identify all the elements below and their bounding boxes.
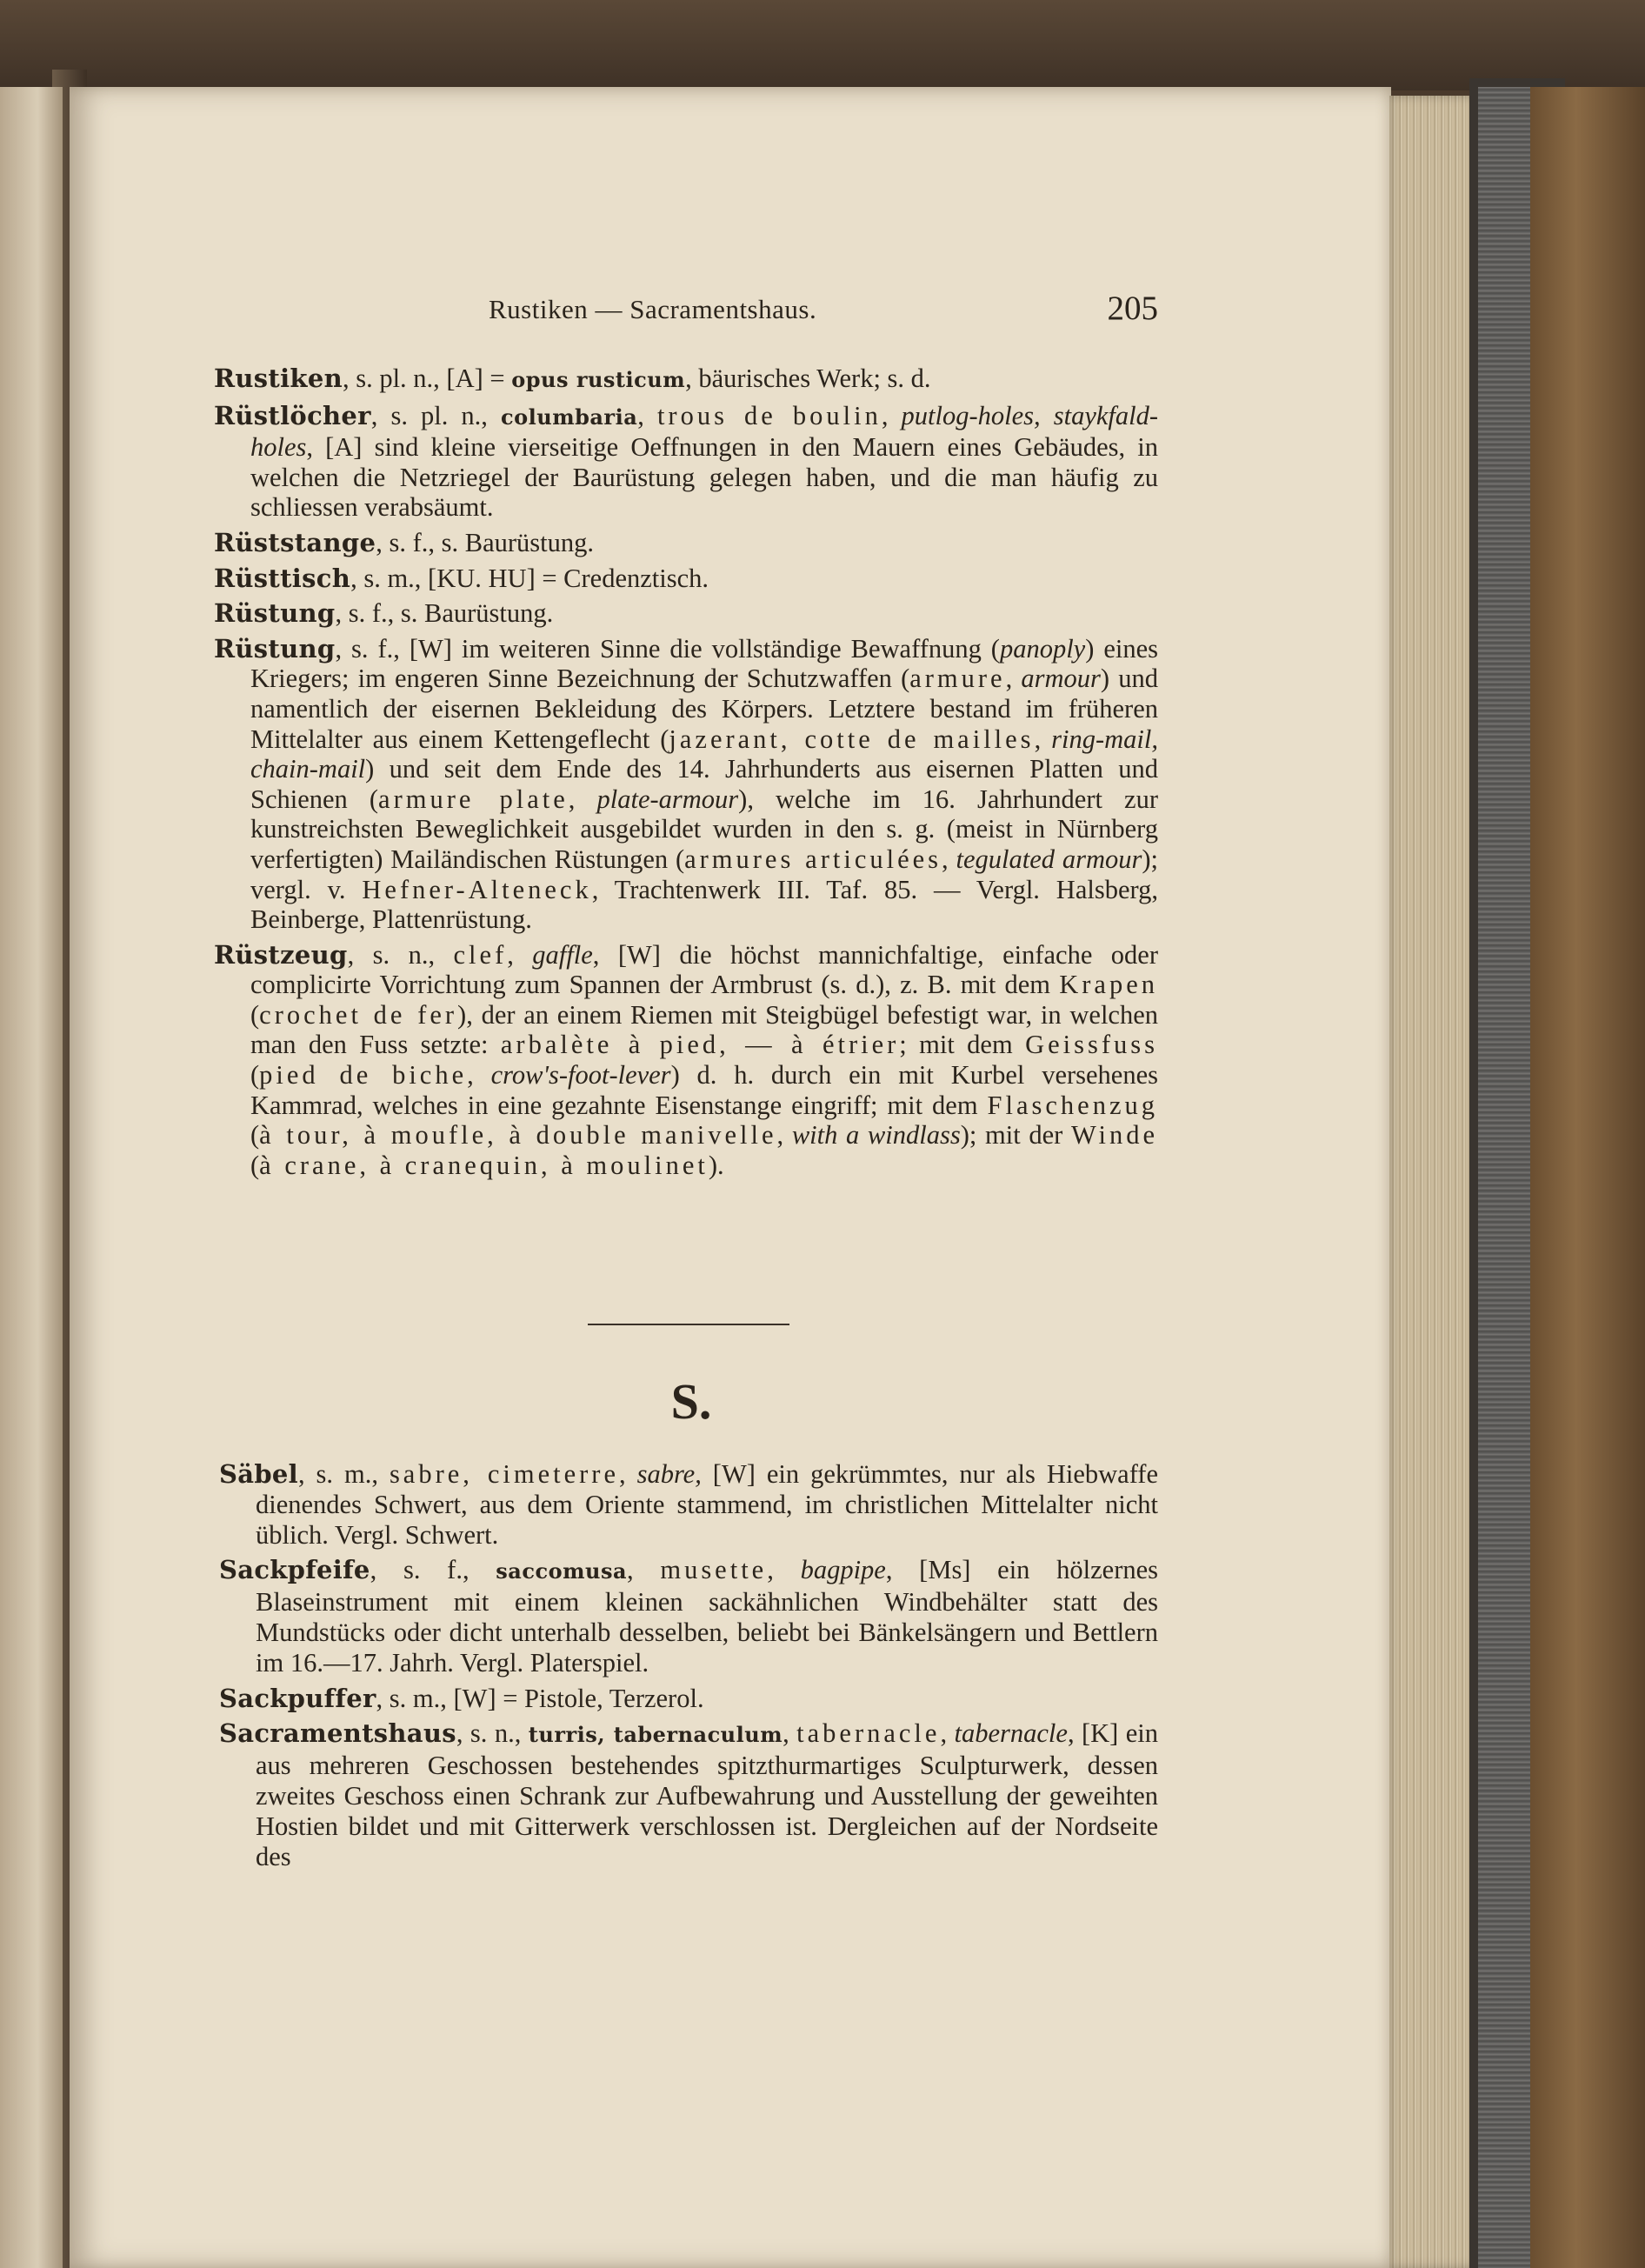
headword: Sackpuffer [219,1683,376,1713]
headword: Rüstung [214,598,336,629]
entry-ruestzeug: Rüstzeug, s. n., clef, gaffle, [W] die höchst mannichfaltige, einfache oder complicirte Vorrichtung zum Spannen der Armbrust (s. d.), z. B. mit dem Krapen (crochet de fer), der an einem Riemen mit Steigbügel befestigt war, in welchen man den Fuss setzte: arbalète à pied, — à étrier; mit dem Geissfuss (pied de biche, crow's-foot-lever) d. h. durch ein mit Kurbel versehenes Kammrad, welches in eine gezahnte Eisenstange eingriff; mit dem Flaschenzug (à tour, à moufle, à double manivelle, with a windlass); mit der Winde (à crane, à cranequin, à moulinet). [214,939,1159,1180]
page-number: 205 [1107,290,1158,327]
headword: Säbel [219,1459,298,1489]
headword: Rüsttisch [214,563,351,593]
entries-block-2 [219,1459,1158,1877]
section-letter: S. [670,1373,712,1430]
running-title: Rustiken — Sacramentshaus. [489,294,817,324]
entry-ruestloecher: Rüstlöcher, s. pl. n., columbaria, trous de boulin, putlog-holes, staykfald-holes, [A] sind kleine vierseitige Oeffnungen in den Mauern eines Gebäudes, in welchen die Netzriegel der Baurüstung gelegen haben, und die man häufig zu schliessen verabsäumt. [214,400,1159,523]
headword: Rüstung [214,633,336,664]
section-divider-rule [588,1324,789,1325]
entry-ruestung-2: Rüstung, s. f., [W] im weiteren Sinne die vollständige Bewaffnung (panoply) eines Kriegers; im engeren Sinne Bezeichnung der Schutzwaffen (armure, armour) und namentlich der eisernen Bekleidung des Körpers. Letztere bestand im früheren Mittelalter aus einem Kettengeflecht (jazerant, cotte de mailles, ring-mail, chain-mail) und seit dem Ende des 14. Jahrhunderts aus eisernen Platten und Schienen (armure plate, plate-armour), welche im 16. Jahrhundert zur kunstreichsten Beweglichkeit ausgebildet wurden in den s. g. (meist in Nürnberg verfertigten) Mailändischen Rüstungen (armures articulées, tegulated armour); vergl. v. Hefner-Alteneck, Trachtenwerk III. Taf. 85. — Vergl. Halsberg, Beinberge, Plattenrüstung. [214,633,1159,935]
latin-term: columbaria [501,404,638,430]
page-edges [1389,96,1476,2268]
headword: Sackpfeife [219,1555,370,1585]
running-head [214,290,1158,337]
cover-spine-cloth [1478,87,1530,2268]
latin-term: opus rusticum [511,367,686,392]
entries-block-1 [214,364,1158,1185]
entry-sackpuffer: Sackpuffer, s. m., [W] = Pistole, Terzerol. [219,1683,704,1713]
french-term: trous de boulin [656,400,882,430]
headword: Sacramentshaus [219,1718,456,1749]
headword: Rüstlöcher [214,400,371,430]
entry-rustiken: Rustiken, s. pl. n., [A] = opus rusticum, bäurisches Werk; s. d. [214,364,931,393]
cover-board [1530,87,1645,2268]
headword: Rustiken [214,364,343,393]
entry-sacramentshaus: Sacramentshaus, s. n., turris, tabernaculum, tabernacle, tabernacle, [K] ein aus mehreren Geschossen bestehendes spitzthurmartiges Sculpturwerk, dessen zweites Geschoss einen Schrank zur Aufbewahrung und Ausstellung der geweihten Hostien bildet und mit Gitterwerk verschlossen ist. Dergleichen auf der Nordseite des [219,1718,1159,1871]
english-term: putlog-holes, staykfald-holes [250,400,1159,463]
entry-ruststange: Rüststange, s. f., s. Baurüstung. [214,527,595,557]
book-top-background [0,0,1645,90]
entry-ruesttisch: Rüsttisch, s. m., [KU. HU] = Credenztisch. [214,563,709,593]
entry-ruestung-1: Rüstung, s. f., s. Baurüstung. [214,598,554,629]
entry-saebel: Säbel, s. m., sabre, cimeterre, sabre, [W] ein gekrümmtes, nur als Hiebwaffe dienendes Schwert, aus dem Oriente stammend, im christlichen Mittelalter nicht üblich. Vergl. Schwert. [219,1459,1159,1550]
left-page-edge [0,87,63,2268]
entry-sackpfeife: Sackpfeife, s. f., saccomusa, musette, bagpipe, [Ms] ein hölzernes Blaseinstrument mit einem kleinen sackähnlichen Windbehälter statt des Mundstücks oder dicht unterhalb desselben, beliebt bei Bänkelsängern und Bettlern im 16.—17. Jahrh. Vergl. Platerspiel. [219,1555,1159,1678]
headword: Rüstzeug [214,939,348,970]
headword: Rüststange [214,527,376,557]
